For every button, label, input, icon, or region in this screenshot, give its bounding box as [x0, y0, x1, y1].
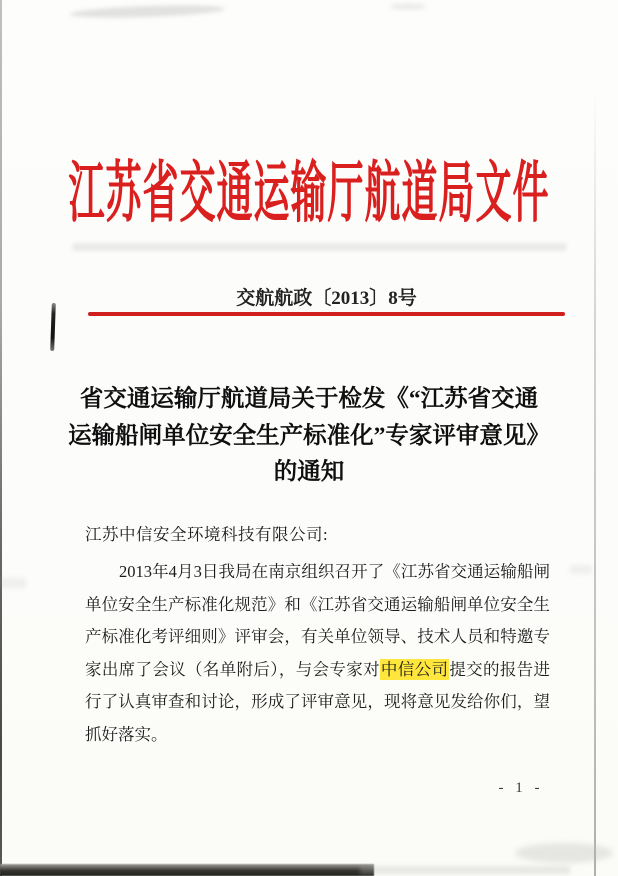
body-line: [85, 686, 550, 719]
scan-artifact-smudge: [72, 243, 567, 251]
scan-artifact-smudge: [515, 843, 613, 863]
red-divider-line: [88, 312, 565, 316]
staple-mark: [50, 303, 56, 351]
highlighted-text: 中信公司: [380, 659, 449, 679]
body-line: [85, 621, 550, 654]
body-text-segment: 行了认真审查和讨论，形成了评审意见，现将意见发给你们，望: [85, 692, 550, 711]
document-title-line: 的通知: [273, 459, 345, 485]
body-text-segment: 2013年4月3日我局在南京组织召开了《江苏省交通运输船闸: [119, 562, 550, 581]
body-line: [85, 654, 550, 687]
scan-artifact-bottom-band-faint: [360, 866, 570, 874]
document-title: [40, 381, 578, 491]
recipient-line: 江苏中信安全环境科技有限公司:: [85, 525, 329, 544]
body-text-segment: 提交的报告进: [449, 659, 551, 679]
page-number: - 1 -: [498, 780, 544, 796]
body-text-segment: 抓好落实。: [85, 724, 168, 744]
body-text-segment: 产标准化考评细则》评审会，有关单位领导、技术人员和特邀专: [85, 627, 550, 646]
body-text-segment: 单位安全生产标准化规范》和《江苏省交通运输船闸单位安全生: [85, 594, 550, 614]
document-title-line: 运输船闸单位安全生产标准化”专家评审意见》: [68, 422, 550, 449]
body-line: [85, 556, 550, 589]
agency-header-text: 江苏省交通运输厅航道局文件: [68, 156, 550, 231]
document-number: 交航航政〔2013〕8号: [236, 288, 417, 309]
scan-artifact-smudge: [70, 3, 225, 19]
body-line: [85, 589, 550, 622]
document-title-line: 省交通运输厅航道局关于检发《“江苏省交通: [79, 386, 539, 412]
scan-artifact-smudge: [570, 565, 592, 574]
agency-header: [0, 156, 618, 231]
scan-artifact-bottom-band: [0, 864, 374, 876]
body-paragraph: [85, 556, 550, 751]
scan-artifact-smudge: [0, 578, 26, 588]
body-text-segment: 家出席了会议（名单附后），与会专家对: [85, 659, 380, 679]
scan-artifact-smudge: [390, 3, 426, 10]
body-line: [85, 719, 550, 752]
scan-artifact-left-edge: [0, 0, 2, 876]
